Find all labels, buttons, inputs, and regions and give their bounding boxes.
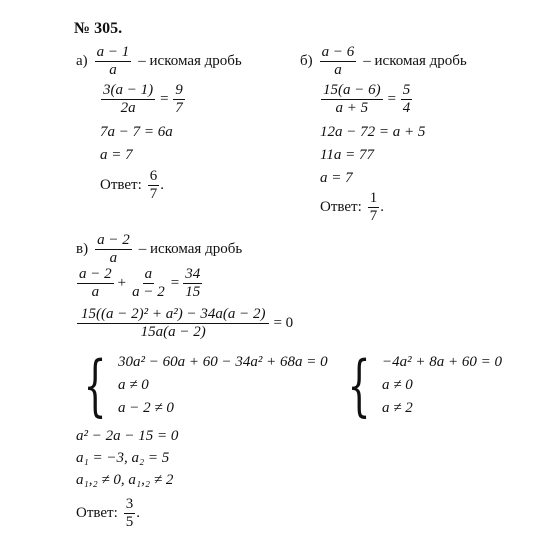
part-v-eq5: a₁,₂ ≠ 0, a₁,₂ ≠ 2 (76, 472, 174, 488)
part-v-eq2: $\frac{\text{15((a − 2)² + a²) − 34a(a − 2)}}{15a(a - 2)}$ = 0 (76, 306, 296, 341)
part-a-suffix: – искомая дробь (138, 53, 242, 69)
part-v-system-1: { 30a² − 60a + 60 − 34a² + 68a = 0 a ≠ 0 a − 2 ≠ 0 (83, 346, 328, 424)
part-a-eq1: $\frac{3(a - 1)}{2a}$ = $\frac{9}{7}$ (103, 82, 183, 116)
part-b-label: б) (300, 53, 313, 69)
part-b-eq2: 12a − 72 = a + 5 (320, 124, 426, 140)
part-a-answer-label: Ответ: (100, 177, 142, 193)
part-b-eq1: $\frac{15(a - 6)}{a + 5}$ = $\frac{5}{4}$ (323, 82, 411, 116)
brace-icon: { (83, 346, 107, 424)
part-b-definition: б) $\frac{a - 6}{a}$ – искомая дробь (300, 44, 467, 78)
part-v-system-2: { −4a² + 8a + 60 = 0 a ≠ 0 a ≠ 2 (347, 346, 502, 424)
part-b-eq3: 11a = 77 (320, 147, 375, 163)
part-v-eq4: a₁ = −3, a₂ = 5 (76, 450, 170, 466)
part-a-definition (76, 44, 242, 79)
part-v-eq3: a² − 2a − 15 = 0 (76, 428, 179, 444)
brace-icon: { (347, 346, 371, 424)
part-v-eq1: $\frac{a - 2}{a}$ + $\frac{a}{a - 2}$ = $\frac{34}{15}$ (79, 266, 201, 300)
part-a-label: а) (76, 53, 88, 69)
part-b-eq4: a = 7 (320, 170, 353, 186)
problem-title: № 305. (74, 20, 123, 37)
part-a-eq3: a = 7 (100, 147, 133, 163)
part-a-answer: Ответ: $\frac{6}{7}$ . (100, 168, 165, 202)
part-v-answer: Ответ: $\frac{3}{5}$ . (76, 496, 141, 530)
part-v-definition: в) $\frac{a - 2}{a}$ – искомая дробь (76, 232, 243, 266)
part-b-suffix: – искомая дробь (363, 53, 467, 69)
part-a-eq2: 7a − 7 = 6a (100, 124, 173, 140)
part-a-def-fraction: $\frac{a - 1}{a}$ (96, 44, 130, 78)
part-b-answer: Ответ: $\frac{1}{7}$ . (320, 190, 385, 224)
